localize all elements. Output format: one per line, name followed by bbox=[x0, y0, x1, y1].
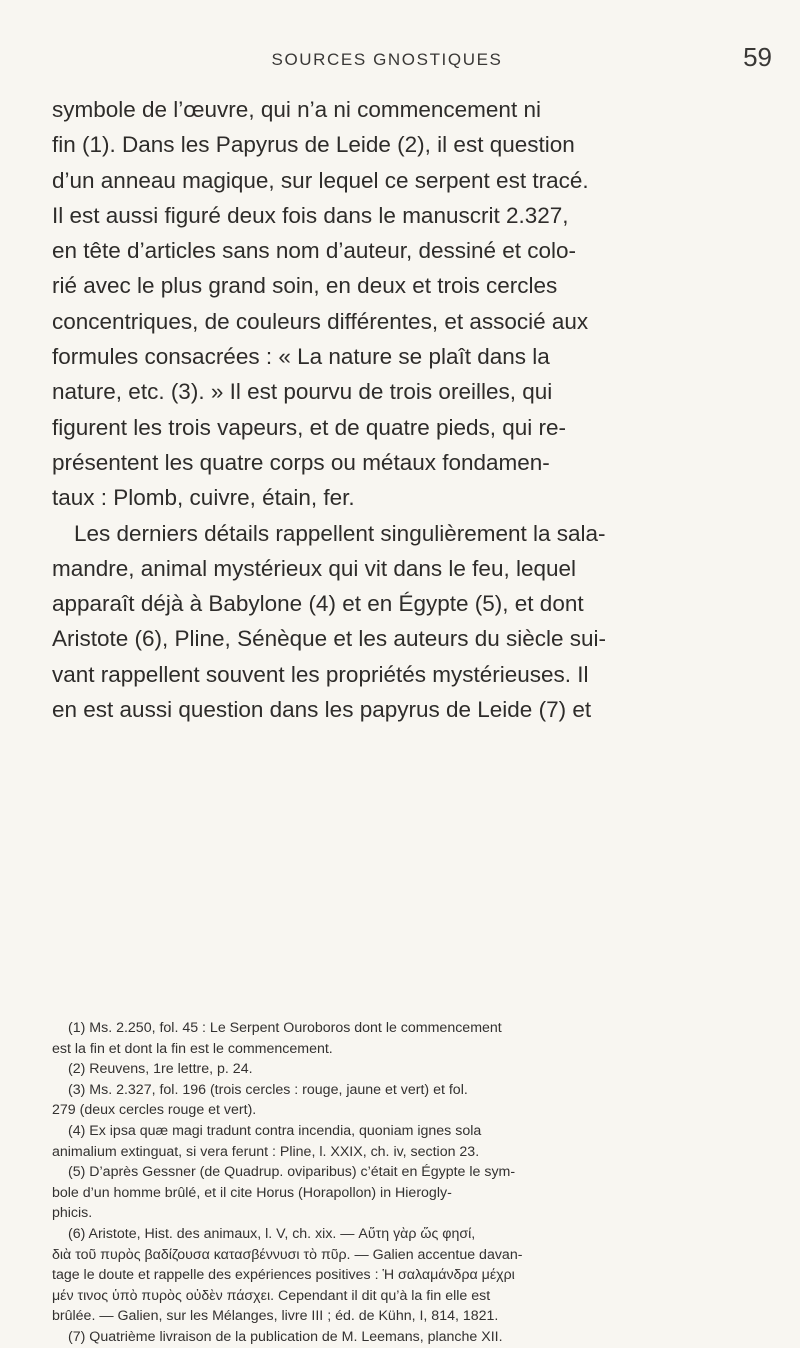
footnotes bbox=[52, 1018, 772, 1348]
text-line: taux : Plomb, cuivre, étain, fer. bbox=[52, 485, 355, 511]
text-line: vant rappellent souvent les propriétés mystérieuses. Il bbox=[52, 661, 589, 687]
text-line: Il est aussi figuré deux fois dans le manuscrit 2.327, bbox=[52, 202, 569, 228]
footnote-line: 279 (deux cercles rouge et vert). bbox=[52, 1102, 257, 1119]
footnote-line: brûlée. — Galien, sur les Mélanges, livre III ; éd. de Kühn, I, 814, 1821. bbox=[52, 1308, 499, 1325]
footnote-line: διὰ τοῦ πυρὸς βαδίζουσα κατασβέννυσι τὸ πῦρ. — Galien accentue davan- bbox=[52, 1246, 523, 1263]
text-line: nature, etc. (3). » Il est pourvu de trois oreilles, qui bbox=[52, 379, 553, 405]
footnote-line: (5) D’après Gessner (de Quadrup. oviparibus) c’était en Égypte le sym- bbox=[68, 1164, 516, 1181]
running-title: SOURCES GNOSTIQUES bbox=[271, 50, 503, 69]
text-line: fin (1). Dans les Papyrus de Leide (2), il est question bbox=[52, 132, 575, 158]
running-head bbox=[60, 44, 772, 74]
paragraph-start-line: Les derniers détails rappellent singulièrement la sala- bbox=[74, 520, 606, 546]
text-line: symbole de l’œuvre, qui n’a ni commencement ni bbox=[52, 97, 541, 122]
text-line: présentent les quatre corps ou métaux fondamen- bbox=[52, 449, 550, 475]
text-line: en est aussi question dans les papyrus de Leide (7) et bbox=[52, 697, 592, 723]
text-line: en tête d’articles sans nom d’auteur, dessiné et colo- bbox=[52, 238, 577, 264]
text-line: mandre, animal mystérieux qui vit dans le feu, lequel bbox=[52, 555, 577, 581]
text-line: concentriques, de couleurs différentes, et associé aux bbox=[52, 308, 589, 334]
text-line: d’un anneau magique, sur lequel ce serpent est tracé. bbox=[52, 167, 589, 193]
text-line: Aristote (6), Pline, Sénèque et les auteurs du siècle sui- bbox=[52, 626, 607, 652]
footnote-line: (3) Ms. 2.327, fol. 196 (trois cercles : rouge, jaune et vert) et fol. bbox=[68, 1081, 468, 1098]
footnote-line: bole d’un homme brûlé, et il cite Horus (Horapollon) in Hierogly- bbox=[52, 1184, 452, 1201]
text-line: figurent les trois vapeurs, et de quatre pieds, qui re- bbox=[52, 414, 567, 440]
main-text bbox=[52, 92, 772, 727]
text-line: formules consacrées : « La nature se plaît dans la bbox=[52, 344, 550, 370]
footnote-line: (6) Aristote, Hist. des animaux, l. V, ch. xix. — Αὕτη γὰρ ὥς φησί, bbox=[68, 1225, 476, 1242]
text-line: rié avec le plus grand soin, en deux et trois cercles bbox=[52, 273, 558, 299]
text-line: apparaît déjà à Babylone (4) et en Égypte (5), et dont bbox=[52, 591, 584, 617]
footnote-line: μέν τινος ὑπὸ πυρὸς οὐδὲν πάσχει. Cependant il dit qu’à la fin elle est bbox=[52, 1287, 491, 1304]
footnote-line: phicis. bbox=[52, 1205, 93, 1222]
footnote-line: (1) Ms. 2.250, fol. 45 : Le Serpent Ouroboros dont le commencement bbox=[68, 1020, 502, 1036]
footnote-line: (4) Ex ipsa quæ magi tradunt contra incendia, quoniam ignes sola bbox=[68, 1122, 482, 1139]
footnote-line: (2) Reuvens, 1re lettre, p. 24. bbox=[68, 1061, 253, 1078]
footnote-line: (7) Quatrième livraison de la publication de M. Leemans, planche XII. bbox=[68, 1328, 503, 1345]
footnote-line: animalium extinguat, si vera ferunt : Pline, l. XXIX, ch. iv, section 23. bbox=[52, 1143, 480, 1160]
footnote-line: tage le doute et rappelle des expériences positives : Ἡ σαλαμάνδρα μέχρι bbox=[52, 1267, 515, 1284]
footnote-line: est la fin et dont la fin est le commencement. bbox=[52, 1040, 333, 1057]
page-number: 59 bbox=[743, 42, 772, 72]
